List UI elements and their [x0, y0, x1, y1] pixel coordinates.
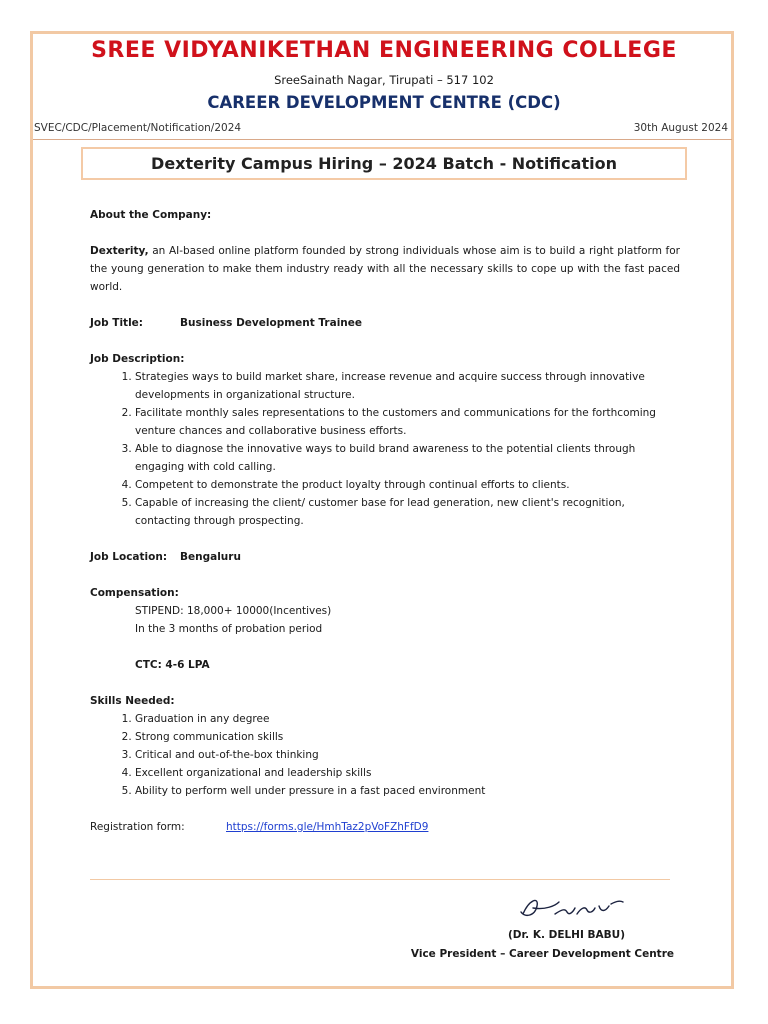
list-item: 5. Capable of increasing the client/ customer base for lead generation, new client's recognition, contacting through prospecting. [135, 494, 680, 530]
about-text [90, 242, 680, 296]
signature-image [515, 890, 635, 924]
list-item: 2. Facilitate monthly sales representations to the customers and communications for the forthcoming venture chances and collaborative business efforts. [135, 404, 680, 440]
company-name: Dexterity, [90, 245, 149, 257]
job-title-row [90, 314, 680, 332]
job-location-label: Job Location: [90, 551, 168, 563]
centre-name: CAREER DEVELOPMENT CENTRE (CDC) [207, 93, 561, 112]
stipend-text: STIPEND: 18,000+ 10000(Incentives) [135, 605, 332, 617]
list-item: 4. Competent to demonstrate the product loyalty through continual efforts to clients. [135, 476, 680, 494]
job-location-value: Bengaluru [180, 551, 241, 563]
signatory-name: (Dr. K. DELHI BABU) [507, 929, 625, 941]
skills-heading: Skills Needed: [90, 695, 175, 707]
reference-line [34, 122, 732, 134]
job-location-row [90, 548, 680, 566]
probation-text: In the 3 months of probation period [135, 623, 323, 635]
job-description-list [90, 368, 680, 530]
college-name: SREE VIDYANIKETHAN ENGINEERING COLLEGE [91, 38, 677, 63]
footer-divider [90, 879, 670, 880]
list-item: 1. Strategies ways to build market share, increase revenue and acquire success through innovative developments in organizational structure. [135, 368, 680, 404]
job-title-label: Job Title: [90, 317, 143, 329]
list-item: 2. Strong communication skills [135, 728, 680, 746]
list-item: 4. Excellent organizational and leadership skills [135, 764, 680, 782]
list-item: 3. Able to diagnose the innovative ways to build brand awareness to the potential clients through engaging with cold calling. [135, 440, 680, 476]
skills-list [90, 710, 680, 800]
list-item: 3. Critical and out-of-the-box thinking [135, 746, 680, 764]
about-description: an AI-based online platform founded by strong individuals whose aim is to build a right platform for the young generation to make them industry ready with all the necessary skills to cope up with the fast paced world. [90, 245, 680, 293]
list-item: 1. Graduation in any degree [135, 710, 680, 728]
signatory-title: Vice President – Career Development Centre [410, 948, 674, 960]
notice-title: Dexterity Campus Hiring – 2024 Batch - Notification [81, 147, 687, 180]
notice-date: 30th August 2024 [633, 122, 728, 134]
job-title-value: Business Development Trainee [180, 317, 363, 329]
compensation-heading: Compensation: [90, 587, 179, 599]
college-address: SreeSainath Nagar, Tirupati – 517 102 [274, 73, 494, 87]
registration-label: Registration form: [90, 821, 185, 833]
about-heading: About the Company: [90, 209, 212, 221]
ctc-text: CTC: 4-6 LPA [135, 659, 210, 671]
job-description-heading: Job Description: [90, 353, 185, 365]
header-divider [33, 139, 732, 140]
reference-number: SVEC/CDC/Placement/Notification/2024 [34, 122, 242, 134]
registration-link[interactable]: https://forms.gle/HmhTaz2pVoFZhFfD9 [226, 821, 429, 833]
list-item: 5. Ability to perform well under pressure in a fast paced environment [135, 782, 680, 800]
notice-body [90, 206, 680, 836]
registration-row [90, 818, 680, 836]
